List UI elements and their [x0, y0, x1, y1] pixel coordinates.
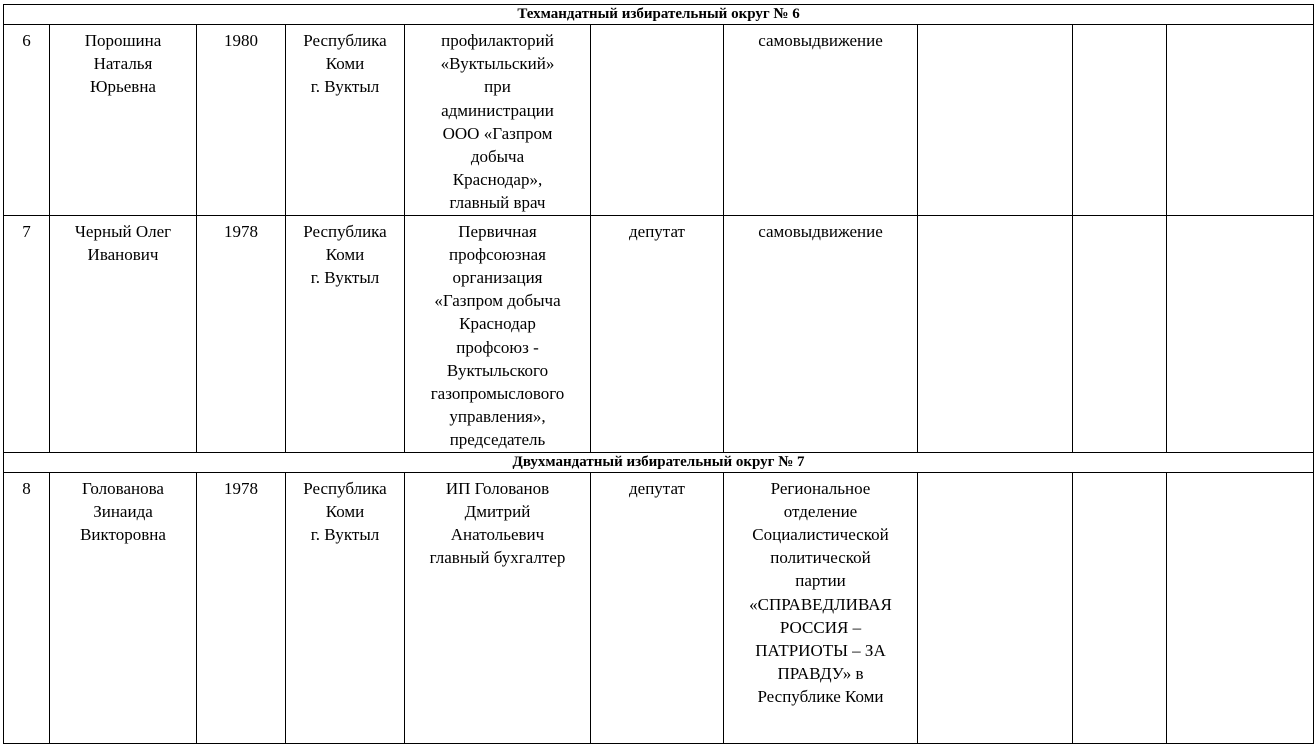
empty-cell — [1073, 25, 1167, 216]
candidate-name: Голованова Зинаида Викторовна — [80, 478, 166, 545]
address-cell — [286, 215, 405, 452]
workplace: ИП Голованов Дмитрий Анатольевич главный бухгалтер — [429, 478, 566, 568]
birth-year: 1978 — [224, 478, 258, 498]
birth-year: 1980 — [224, 31, 258, 50]
birth-year-cell — [197, 215, 286, 452]
address-cell — [286, 25, 405, 216]
nomination-cell — [724, 25, 918, 216]
candidate-name: Черный Олег Иванович — [74, 221, 172, 264]
status: депутат — [629, 478, 685, 498]
name-cell — [50, 472, 197, 743]
nomination: самовыдвижение — [758, 31, 883, 50]
address: Республика Коми г. Вуктыл — [303, 478, 387, 545]
status-cell — [591, 215, 724, 452]
section-header-row — [4, 5, 1314, 25]
name-cell — [50, 215, 197, 452]
empty-cell — [1167, 25, 1314, 216]
status-cell — [591, 472, 724, 743]
workplace-cell — [405, 25, 591, 216]
table-row — [4, 25, 1314, 216]
address: Республика Коми г. Вуктыл — [303, 31, 387, 97]
row-number-cell — [4, 472, 50, 743]
empty-cell — [1073, 215, 1167, 452]
workplace-cell — [405, 472, 591, 743]
nomination: самовыдвижение — [758, 221, 883, 241]
empty-cell — [918, 215, 1073, 452]
address-cell — [286, 472, 405, 743]
empty-cell — [1167, 472, 1314, 743]
nomination: Региональное отделение Социалистической политической партии «СПРАВЕДЛИВАЯ РОССИЯ – ПАТРИОТЫ – ЗА ПРАВДУ» в Республике Коми — [749, 478, 892, 707]
workplace: Первичная профсоюзная организация «Газпром добыча Краснодар профсоюз - Вуктыльского газопромыслового управления», председатель — [430, 221, 565, 450]
section-header-row — [4, 452, 1314, 472]
row-number: 8 — [22, 478, 31, 498]
empty-cell — [918, 472, 1073, 743]
row-number-cell — [4, 25, 50, 216]
name-cell — [50, 25, 197, 216]
table-row — [4, 472, 1314, 743]
row-number-cell — [4, 215, 50, 452]
row-number: 6 — [22, 31, 31, 50]
status-cell — [591, 25, 724, 216]
row-number: 7 — [22, 221, 31, 241]
candidates-table — [3, 4, 1314, 744]
nomination-cell — [724, 215, 918, 452]
empty-cell — [1073, 472, 1167, 743]
birth-year: 1978 — [224, 221, 258, 241]
status: депутат — [629, 221, 685, 241]
section-title: Двухмандатный избирательный округ № 7 — [4, 452, 1314, 472]
nomination-cell — [724, 472, 918, 743]
candidate-name: Порошина Наталья Юрьевна — [84, 31, 162, 97]
workplace: профилакторий «Вуктыльский» при администрации ООО «Газпром добыча Краснодар», главный врач — [440, 31, 555, 213]
address: Республика Коми г. Вуктыл — [303, 221, 387, 288]
table-row — [4, 215, 1314, 452]
birth-year-cell — [197, 472, 286, 743]
workplace-cell — [405, 215, 591, 452]
birth-year-cell — [197, 25, 286, 216]
empty-cell — [918, 25, 1073, 216]
empty-cell — [1167, 215, 1314, 452]
section-title: Техмандатный избирательный округ № 6 — [4, 5, 1314, 25]
